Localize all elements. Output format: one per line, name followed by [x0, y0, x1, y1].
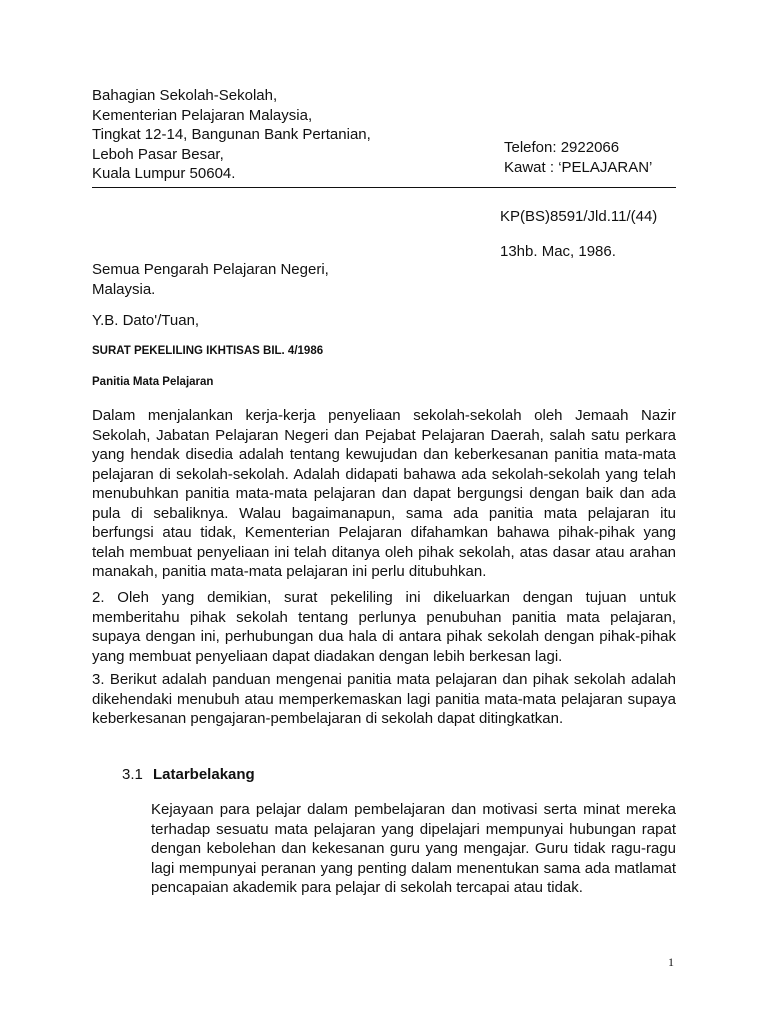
subject-heading: Panitia Mata Pelajaran [92, 376, 214, 388]
telegram-address: Kawat : ‘PELAJARAN’ [504, 158, 653, 176]
salutation: Y.B. Dato'/Tuan, [92, 312, 200, 329]
contact-info [504, 138, 652, 177]
address-line: Bahagian Sekolah-Sekolah, [92, 87, 278, 104]
address-line: Kementerian Pelajaran Malaysia, [92, 106, 313, 124]
paragraph-3: 3. Berikut adalah panduan mengenai panitia mata pelajaran dan pihak sekolah adalah dikehendaki menubuh atau memperkemaskan lagi panitia mata-mata pelajaran supaya keberkesanan pengajaran-pembelajaran di sekolah dapat ditingkatkan. [92, 671, 676, 727]
section-title: Latarbelakang [153, 766, 255, 783]
circular-title: SURAT PEKELILING IKHTISAS BIL. 4/1986 [92, 345, 324, 357]
telephone: Telefon: 2922066 [504, 139, 620, 156]
address-line: Leboh Pasar Besar, [92, 145, 224, 163]
sender-address [92, 86, 371, 184]
section-paragraph: Kejayaan para pelajar dalam pembelajaran dan motivasi serta minat mereka terhadap sesuatu mata pelajaran yang dipelajari mempunyai hubungan rapat dengan kebolehan dan kekesanan guru yang mengajar. Guru tidak ragu-ragu lagi mempunyai peranan yang penting dalam menentukan sama ada matlamat pencapaian akademik para pelajar di sekolah tercapai atau tidak. [151, 801, 676, 896]
page-number: 1 [668, 955, 674, 969]
letterhead-divider [92, 187, 676, 188]
letter-date: 13hb. Mac, 1986. [500, 243, 616, 260]
recipient [92, 260, 329, 299]
address-line: Kuala Lumpur 50604. [92, 165, 236, 182]
section-number: 3.1 [122, 766, 143, 783]
recipient-line: Semua Pengarah Pelajaran Negeri, [92, 261, 329, 278]
paragraph-2: 2. Oleh yang demikian, surat pekeliling ini dikeluarkan dengan tujuan untuk memberitahu pihak sekolah tentang perlunya penubuhan panitia mata pelajaran, supaya dengan ini, perhubungan dua hala di antara pihak sekolah dengan pihak-pihak yang membuat penyeliaan dapat diadakan dengan lebih berkesan lagi. [92, 589, 676, 665]
paragraph-intro: Dalam menjalankan kerja-kerja penyeliaan sekolah-sekolah oleh Jemaah Nazir Sekolah, Jabatan Pelajaran Negeri dan Pejabat Pelajaran Daerah, salah satu perkara yang hendak disedia adalah tentang kewujudan dan keberkesanan panitia mata-mata pelajaran di sekolah-sekolah. Adalah didapati bahawa ada sekolah-sekolah yang telah menubuhkan panitia mata-mata pelajaran dan dapat bergungsi dengan baik dan ada pula di sebaliknya. Walau bagaimanapun, sama ada panitia mata pelajaran itu berfungsi atau tidak, Kementerian Pelajaran difahamkan bahawa pihak-pihak yang telah membuat penyeliaan ini telah ditanya oleh pihak sekolah, atas dasar atau arahan manakah, panitia mata-mata pelajaran ini perlu ditubuhkan. [92, 407, 676, 580]
recipient-line: Malaysia. [92, 280, 156, 298]
address-line: Tingkat 12-14, Bangunan Bank Pertanian, [92, 126, 371, 143]
reference-number: KP(BS)8591/Jld.11/(44) [500, 208, 658, 225]
